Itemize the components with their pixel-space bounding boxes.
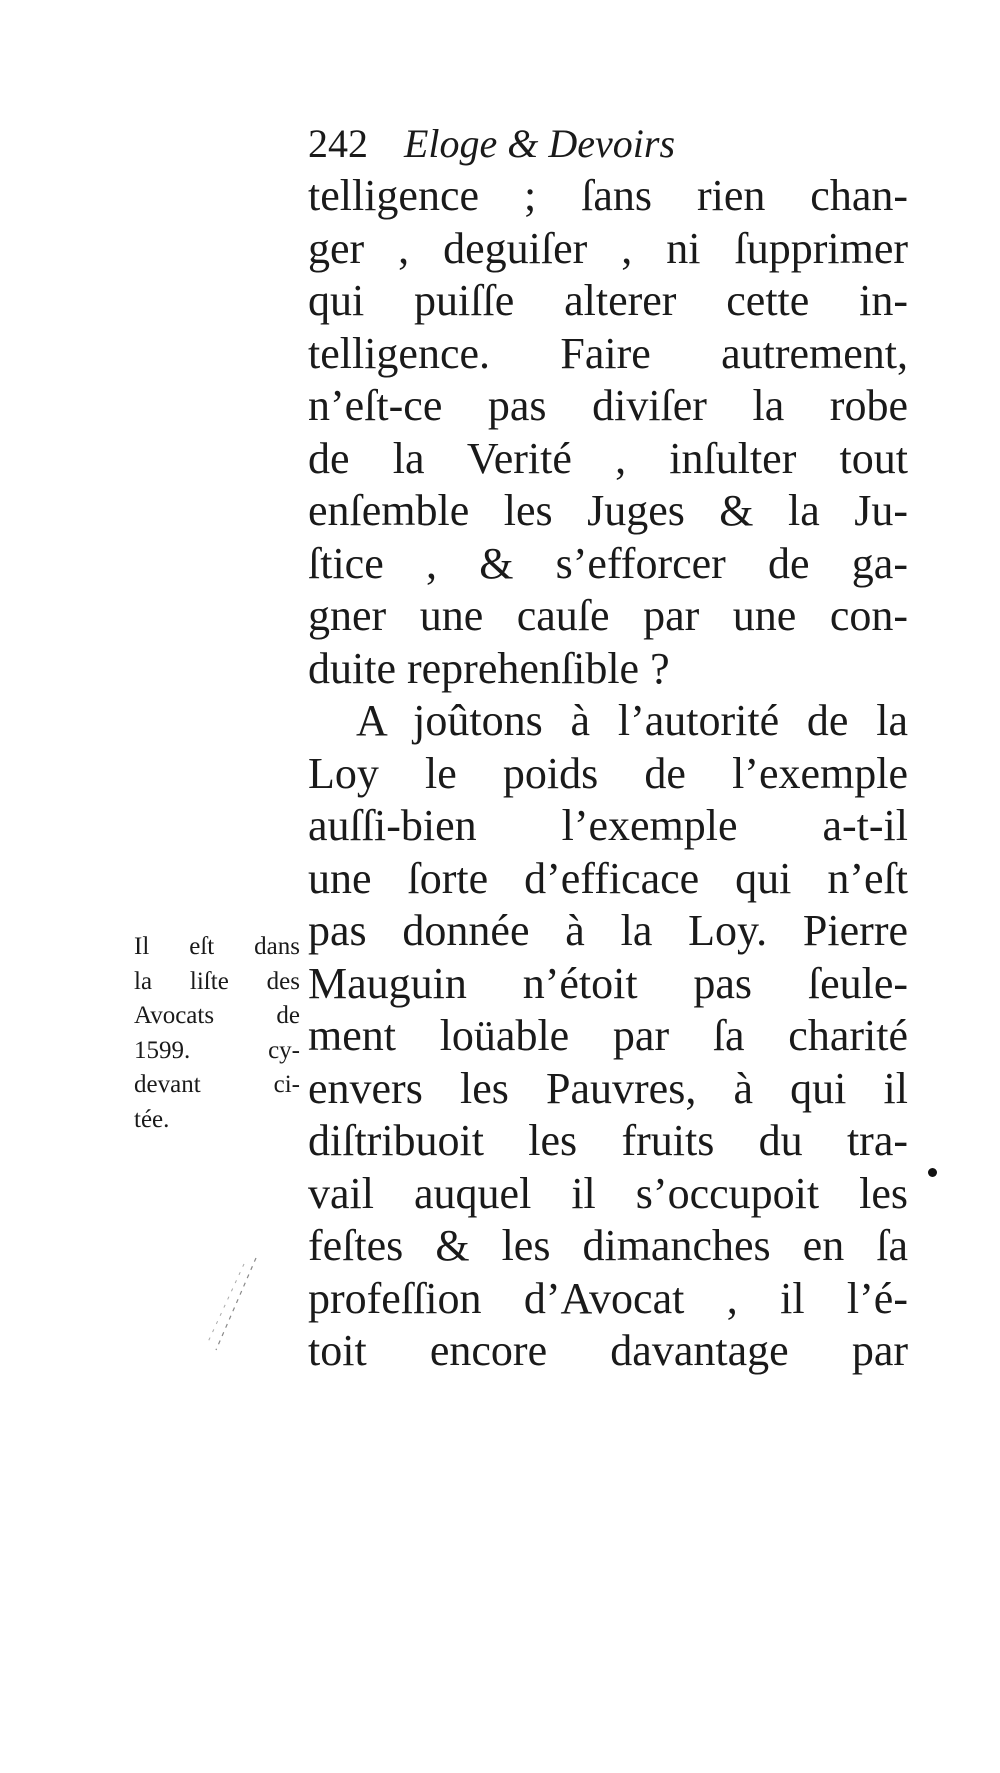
text-line: Loy le poids de l’exemple <box>308 748 908 798</box>
margin-note-line: devant ci- <box>134 1071 300 1098</box>
text-line: ſtice , & s’efforcer de ga- <box>308 538 908 588</box>
page-number: 242 <box>308 121 368 166</box>
running-header <box>308 118 908 170</box>
text-line: ger , deguiſer , ni ſupprimer <box>308 223 908 273</box>
text-line: profeſſion d’Avocat , il l’é- <box>308 1273 908 1323</box>
ink-speck <box>928 1168 937 1177</box>
body-text <box>308 170 908 1378</box>
text-line: n’eſt-ce pas diviſer la robe <box>308 381 908 430</box>
text-line: ment loüable par ſa charité <box>308 1011 908 1060</box>
text-line: une ſorte d’efficace qui n’eſt <box>308 853 908 903</box>
text-line: de la Verité , inſulter tout <box>308 433 908 483</box>
text-line: enſemble les Juges & la Ju- <box>308 486 908 535</box>
margin-note-line: la liſte des <box>134 967 300 995</box>
margin-note-line: Avocats de <box>134 1002 300 1029</box>
paragraph-start-line: A joûtons à l’autorité de la <box>356 696 908 745</box>
text-line: envers les Pauvres, à qui il <box>308 1063 908 1113</box>
ink-scratch-marks <box>196 1250 266 1360</box>
running-title: Eloge & Devoirs <box>404 121 676 166</box>
margin-note-line: Il eſt dans <box>134 933 300 960</box>
text-line: vail auquel il s’occupoit les <box>308 1168 908 1218</box>
text-line: pas donnée à la Loy. Pierre <box>308 906 908 955</box>
margin-note-line: 1599. cy- <box>134 1036 300 1064</box>
text-line: duite reprehenſible ? <box>308 643 670 693</box>
text-line: feſtes & les dimanches en ſa <box>308 1221 908 1270</box>
text-line: Mauguin n’étoit pas ſeule- <box>308 958 908 1008</box>
margin-note-line: tée. <box>134 1105 170 1133</box>
text-line: telligence ; ſans rien chan- <box>308 171 908 220</box>
text-line: telligence. Faire autrement, <box>308 328 908 378</box>
margin-note <box>134 930 300 1137</box>
text-line: qui puiſſe alterer cette in- <box>308 276 908 325</box>
text-line: toit encore davantage par <box>308 1326 908 1375</box>
text-line: gner une cauſe par une con- <box>308 591 908 640</box>
text-line: diſtribuoit les fruits du tra- <box>308 1116 908 1165</box>
text-line: auſſi-bien l’exemple a-t-il <box>308 801 908 850</box>
